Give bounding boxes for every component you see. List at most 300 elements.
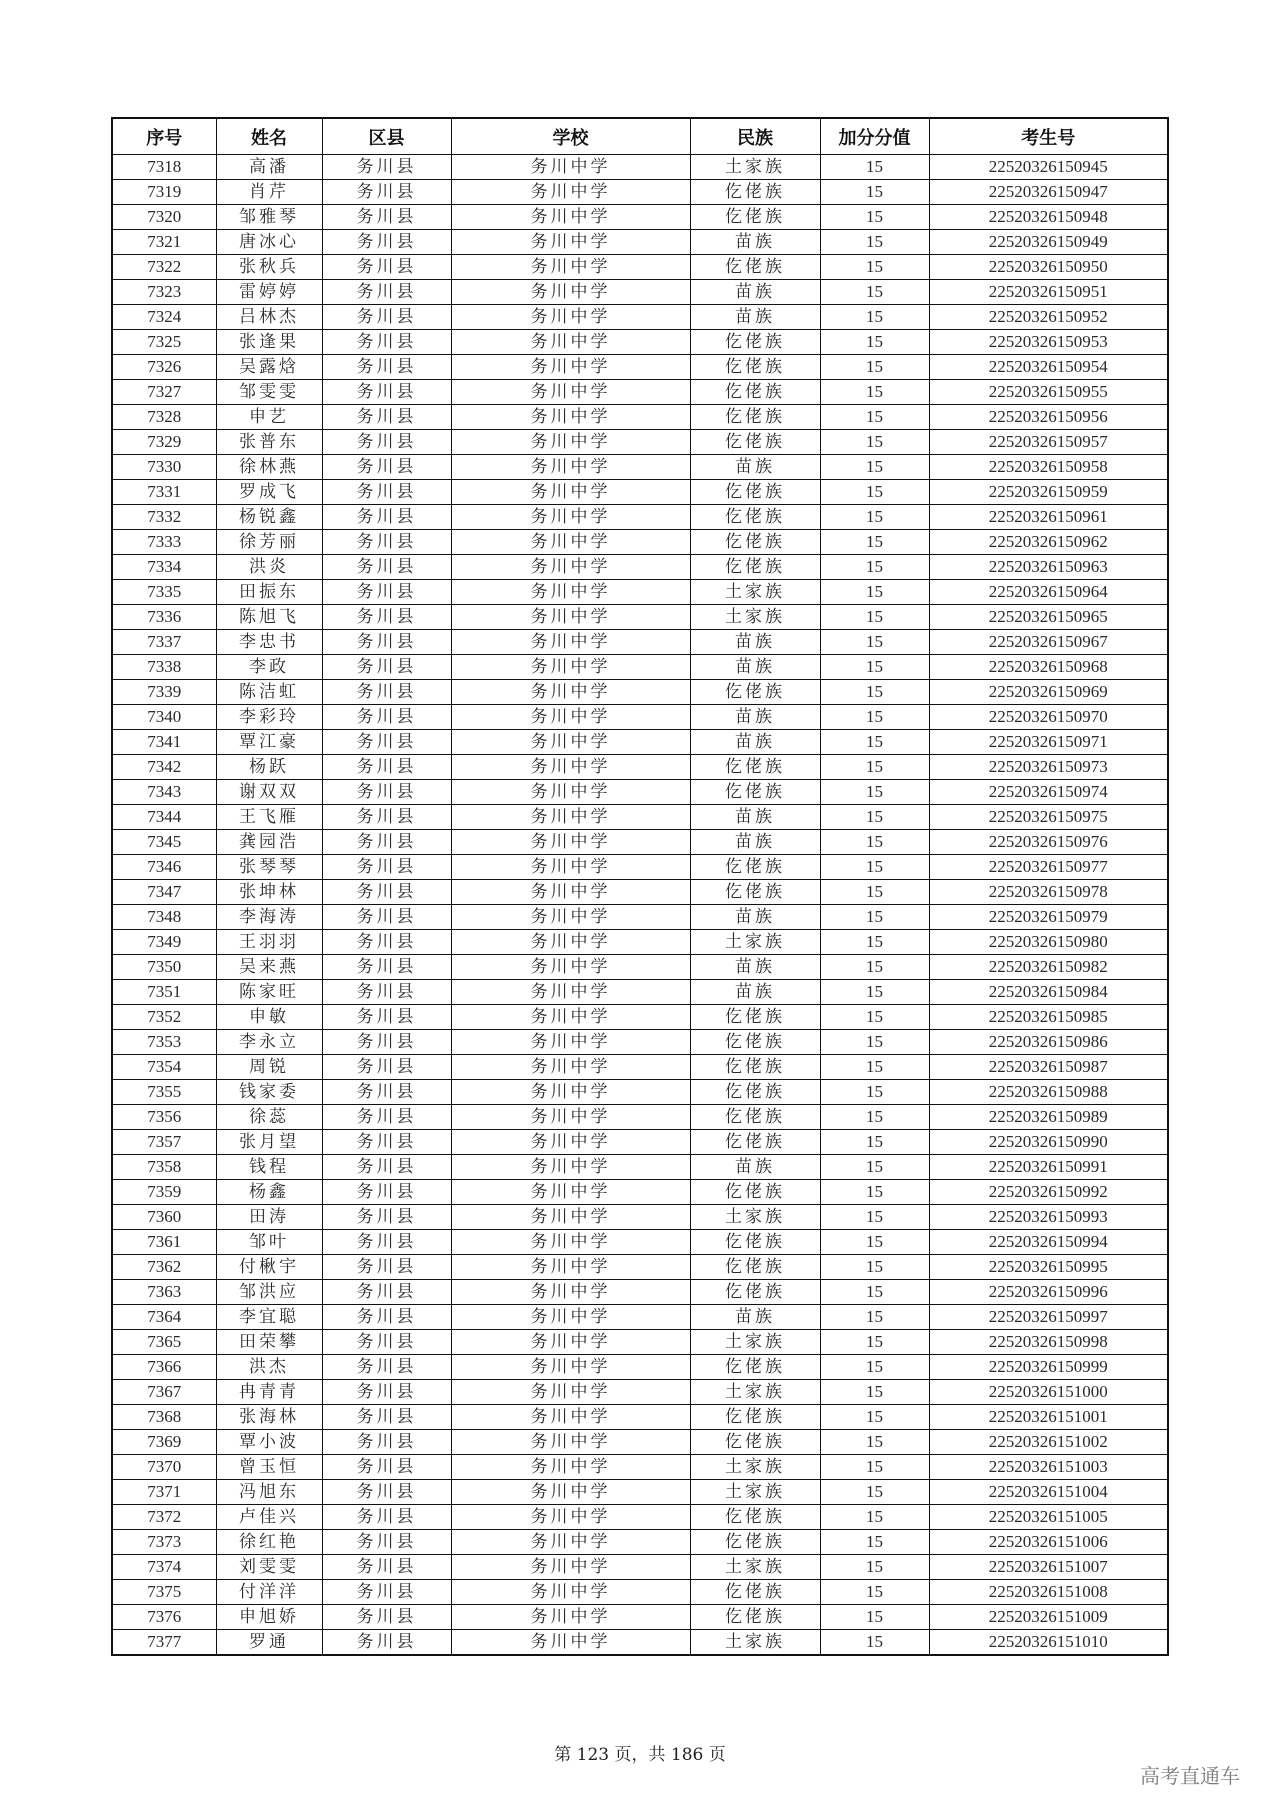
table-body (112, 155, 1168, 1656)
cell-index: 7347 (112, 880, 216, 905)
cell-exam-id: 22520326150969 (929, 680, 1168, 705)
table-row (112, 755, 1168, 780)
cell-ethnicity: 仡佬族 (690, 1605, 820, 1630)
cell-name: 张逢果 (216, 330, 322, 355)
cell-ethnicity: 仡佬族 (690, 780, 820, 805)
table-row (112, 1330, 1168, 1355)
cell-bonus: 15 (820, 1255, 929, 1280)
cell-index: 7370 (112, 1455, 216, 1480)
cell-index: 7352 (112, 1005, 216, 1030)
cell-exam-id: 22520326150982 (929, 955, 1168, 980)
cell-school: 务川中学 (451, 830, 690, 855)
cell-ethnicity: 土家族 (690, 1205, 820, 1230)
cell-bonus: 15 (820, 230, 929, 255)
table-row (112, 705, 1168, 730)
table-row (112, 480, 1168, 505)
cell-index: 7365 (112, 1330, 216, 1355)
cell-name: 肖芹 (216, 180, 322, 205)
cell-name: 雷婷婷 (216, 280, 322, 305)
cell-ethnicity: 仡佬族 (690, 680, 820, 705)
cell-bonus: 15 (820, 855, 929, 880)
cell-index: 7366 (112, 1355, 216, 1380)
table-row (112, 505, 1168, 530)
cell-bonus: 15 (820, 1155, 929, 1180)
cell-exam-id: 22520326150971 (929, 730, 1168, 755)
cell-index: 7326 (112, 355, 216, 380)
cell-school: 务川中学 (451, 280, 690, 305)
table-row (112, 730, 1168, 755)
cell-exam-id: 22520326150994 (929, 1230, 1168, 1255)
cell-ethnicity: 仡佬族 (690, 1055, 820, 1080)
cell-bonus: 15 (820, 830, 929, 855)
table-row (112, 980, 1168, 1005)
cell-bonus: 15 (820, 1430, 929, 1455)
table-row (112, 605, 1168, 630)
table-row (112, 805, 1168, 830)
cell-ethnicity: 土家族 (690, 1555, 820, 1580)
cell-index: 7373 (112, 1530, 216, 1555)
cell-name: 李彩玲 (216, 705, 322, 730)
cell-school: 务川中学 (451, 180, 690, 205)
cell-bonus: 15 (820, 155, 929, 180)
cell-ethnicity: 仡佬族 (690, 880, 820, 905)
cell-ethnicity: 苗族 (690, 705, 820, 730)
table-row (112, 1505, 1168, 1530)
cell-index: 7355 (112, 1080, 216, 1105)
cell-exam-id: 22520326150958 (929, 455, 1168, 480)
table-row (112, 1080, 1168, 1105)
table-row (112, 280, 1168, 305)
cell-exam-id: 22520326150974 (929, 780, 1168, 805)
cell-name: 李永立 (216, 1030, 322, 1055)
cell-name: 曾玉恒 (216, 1455, 322, 1480)
cell-index: 7329 (112, 430, 216, 455)
cell-exam-id: 22520326150968 (929, 655, 1168, 680)
cell-bonus: 15 (820, 955, 929, 980)
cell-school: 务川中学 (451, 1255, 690, 1280)
cell-ethnicity: 仡佬族 (690, 530, 820, 555)
table-row (112, 1255, 1168, 1280)
cell-ethnicity: 仡佬族 (690, 555, 820, 580)
cell-school: 务川中学 (451, 955, 690, 980)
cell-bonus: 15 (820, 1455, 929, 1480)
cell-bonus: 15 (820, 1230, 929, 1255)
cell-school: 务川中学 (451, 1630, 690, 1656)
cell-ethnicity: 苗族 (690, 730, 820, 755)
cell-exam-id: 22520326150980 (929, 930, 1168, 955)
cell-ethnicity: 苗族 (690, 905, 820, 930)
cell-school: 务川中学 (451, 680, 690, 705)
table-row (112, 1305, 1168, 1330)
cell-school: 务川中学 (451, 205, 690, 230)
cell-name: 李忠书 (216, 630, 322, 655)
cell-index: 7337 (112, 630, 216, 655)
table-row (112, 530, 1168, 555)
cell-bonus: 15 (820, 330, 929, 355)
table-row (112, 1380, 1168, 1405)
cell-bonus: 15 (820, 755, 929, 780)
cell-name: 田涛 (216, 1205, 322, 1230)
cell-ethnicity: 苗族 (690, 1305, 820, 1330)
cell-exam-id: 22520326150956 (929, 405, 1168, 430)
cell-county: 务川县 (322, 1505, 451, 1530)
cell-county: 务川县 (322, 855, 451, 880)
cell-name: 吕林杰 (216, 305, 322, 330)
cell-index: 7361 (112, 1230, 216, 1255)
cell-county: 务川县 (322, 1305, 451, 1330)
cell-school: 务川中学 (451, 1305, 690, 1330)
cell-ethnicity: 苗族 (690, 805, 820, 830)
cell-exam-id: 22520326150954 (929, 355, 1168, 380)
cell-index: 7344 (112, 805, 216, 830)
cell-county: 务川县 (322, 955, 451, 980)
cell-name: 李海涛 (216, 905, 322, 930)
header-school: 学校 (451, 118, 690, 155)
cell-school: 务川中学 (451, 1230, 690, 1255)
table-row (112, 230, 1168, 255)
cell-school: 务川中学 (451, 780, 690, 805)
cell-exam-id: 22520326151007 (929, 1555, 1168, 1580)
cell-county: 务川县 (322, 1055, 451, 1080)
cell-school: 务川中学 (451, 1505, 690, 1530)
cell-county: 务川县 (322, 180, 451, 205)
cell-county: 务川县 (322, 1605, 451, 1630)
table-row (112, 1105, 1168, 1130)
cell-index: 7335 (112, 580, 216, 605)
cell-county: 务川县 (322, 930, 451, 955)
cell-index: 7357 (112, 1130, 216, 1155)
cell-ethnicity: 苗族 (690, 630, 820, 655)
cell-bonus: 15 (820, 1305, 929, 1330)
cell-ethnicity: 苗族 (690, 305, 820, 330)
cell-bonus: 15 (820, 630, 929, 655)
cell-school: 务川中学 (451, 430, 690, 455)
cell-name: 杨锐鑫 (216, 505, 322, 530)
table-row (112, 1130, 1168, 1155)
cell-exam-id: 22520326150964 (929, 580, 1168, 605)
cell-name: 洪炎 (216, 555, 322, 580)
cell-exam-id: 22520326150957 (929, 430, 1168, 455)
cell-county: 务川县 (322, 530, 451, 555)
cell-bonus: 15 (820, 530, 929, 555)
cell-index: 7330 (112, 455, 216, 480)
cell-exam-id: 22520326150948 (929, 205, 1168, 230)
cell-ethnicity: 土家族 (690, 930, 820, 955)
cell-name: 吴来燕 (216, 955, 322, 980)
table-row (112, 955, 1168, 980)
cell-ethnicity: 土家族 (690, 1380, 820, 1405)
header-bonus-points: 加分分值 (820, 118, 929, 155)
cell-index: 7353 (112, 1030, 216, 1055)
cell-ethnicity: 土家族 (690, 605, 820, 630)
cell-name: 张月望 (216, 1130, 322, 1155)
cell-ethnicity: 苗族 (690, 230, 820, 255)
cell-exam-id: 22520326150984 (929, 980, 1168, 1005)
cell-county: 务川县 (322, 1080, 451, 1105)
table-row (112, 1480, 1168, 1505)
cell-school: 务川中学 (451, 1205, 690, 1230)
cell-ethnicity: 仡佬族 (690, 1355, 820, 1380)
table-row (112, 655, 1168, 680)
cell-bonus: 15 (820, 1355, 929, 1380)
cell-bonus: 15 (820, 455, 929, 480)
table-row (112, 305, 1168, 330)
cell-name: 陈洁虹 (216, 680, 322, 705)
cell-index: 7369 (112, 1430, 216, 1455)
cell-ethnicity: 苗族 (690, 980, 820, 1005)
cell-exam-id: 22520326150986 (929, 1030, 1168, 1055)
cell-index: 7339 (112, 680, 216, 705)
cell-name: 付洋洋 (216, 1580, 322, 1605)
cell-school: 务川中学 (451, 1280, 690, 1305)
cell-index: 7360 (112, 1205, 216, 1230)
header-ethnicity: 民族 (690, 118, 820, 155)
watermark-logo-text: 高考直通车 (1140, 1764, 1240, 1788)
cell-index: 7354 (112, 1055, 216, 1080)
cell-ethnicity: 仡佬族 (690, 1080, 820, 1105)
cell-school: 务川中学 (451, 1380, 690, 1405)
cell-name: 谢双双 (216, 780, 322, 805)
cell-bonus: 15 (820, 205, 929, 230)
cell-bonus: 15 (820, 1180, 929, 1205)
cell-school: 务川中学 (451, 705, 690, 730)
cell-ethnicity: 仡佬族 (690, 1580, 820, 1605)
cell-bonus: 15 (820, 505, 929, 530)
cell-county: 务川县 (322, 1180, 451, 1205)
cell-ethnicity: 仡佬族 (690, 1405, 820, 1430)
cell-bonus: 15 (820, 880, 929, 905)
cell-school: 务川中学 (451, 1555, 690, 1580)
cell-county: 务川县 (322, 580, 451, 605)
cell-county: 务川县 (322, 830, 451, 855)
cell-county: 务川县 (322, 230, 451, 255)
cell-exam-id: 22520326150952 (929, 305, 1168, 330)
cell-bonus: 15 (820, 255, 929, 280)
cell-ethnicity: 土家族 (690, 1480, 820, 1505)
cell-bonus: 15 (820, 605, 929, 630)
cell-index: 7322 (112, 255, 216, 280)
cell-county: 务川县 (322, 980, 451, 1005)
table-row (112, 255, 1168, 280)
table-row (112, 580, 1168, 605)
table-row (112, 1230, 1168, 1255)
cell-exam-id: 22520326150953 (929, 330, 1168, 355)
table-row (112, 1205, 1168, 1230)
cell-exam-id: 22520326150998 (929, 1330, 1168, 1355)
cell-bonus: 15 (820, 1030, 929, 1055)
cell-school: 务川中学 (451, 505, 690, 530)
cell-exam-id: 22520326151004 (929, 1480, 1168, 1505)
cell-county: 务川县 (322, 555, 451, 580)
cell-exam-id: 22520326151010 (929, 1630, 1168, 1656)
cell-school: 务川中学 (451, 255, 690, 280)
cell-school: 务川中学 (451, 1355, 690, 1380)
cell-school: 务川中学 (451, 230, 690, 255)
cell-ethnicity: 仡佬族 (690, 205, 820, 230)
cell-ethnicity: 仡佬族 (690, 1030, 820, 1055)
cell-bonus: 15 (820, 1505, 929, 1530)
cell-ethnicity: 苗族 (690, 830, 820, 855)
cell-index: 7374 (112, 1555, 216, 1580)
cell-bonus: 15 (820, 1405, 929, 1430)
cell-school: 务川中学 (451, 655, 690, 680)
cell-bonus: 15 (820, 1630, 929, 1656)
cell-name: 卢佳兴 (216, 1505, 322, 1530)
cell-county: 务川县 (322, 1580, 451, 1605)
cell-index: 7359 (112, 1180, 216, 1205)
cell-ethnicity: 苗族 (690, 1155, 820, 1180)
cell-name: 覃小波 (216, 1430, 322, 1455)
cell-school: 务川中学 (451, 855, 690, 880)
cell-bonus: 15 (820, 1080, 929, 1105)
table-header-row (112, 118, 1168, 155)
cell-county: 务川县 (322, 1380, 451, 1405)
cell-exam-id: 22520326150993 (929, 1205, 1168, 1230)
cell-index: 7345 (112, 830, 216, 855)
cell-bonus: 15 (820, 1530, 929, 1555)
cell-county: 务川县 (322, 905, 451, 930)
cell-school: 务川中学 (451, 1155, 690, 1180)
cell-ethnicity: 仡佬族 (690, 1180, 820, 1205)
cell-index: 7341 (112, 730, 216, 755)
cell-exam-id: 22520326150973 (929, 755, 1168, 780)
cell-exam-id: 22520326150999 (929, 1355, 1168, 1380)
cell-county: 务川县 (322, 405, 451, 430)
cell-index: 7334 (112, 555, 216, 580)
cell-name: 李政 (216, 655, 322, 680)
header-exam-id: 考生号 (929, 118, 1168, 155)
cell-index: 7358 (112, 1155, 216, 1180)
table-row (112, 905, 1168, 930)
table-row (112, 1630, 1168, 1656)
cell-ethnicity: 土家族 (690, 1330, 820, 1355)
cell-bonus: 15 (820, 1280, 929, 1305)
cell-index: 7363 (112, 1280, 216, 1305)
cell-school: 务川中学 (451, 1480, 690, 1505)
cell-bonus: 15 (820, 430, 929, 455)
cell-exam-id: 22520326150959 (929, 480, 1168, 505)
cell-name: 周锐 (216, 1055, 322, 1080)
cell-ethnicity: 仡佬族 (690, 380, 820, 405)
cell-bonus: 15 (820, 805, 929, 830)
cell-county: 务川县 (322, 1455, 451, 1480)
cell-name: 吴露焓 (216, 355, 322, 380)
table-row (112, 1355, 1168, 1380)
cell-index: 7338 (112, 655, 216, 680)
table-row (112, 1280, 1168, 1305)
cell-exam-id: 22520326151002 (929, 1430, 1168, 1455)
cell-county: 务川县 (322, 1255, 451, 1280)
cell-school: 务川中学 (451, 730, 690, 755)
cell-school: 务川中学 (451, 330, 690, 355)
cell-bonus: 15 (820, 655, 929, 680)
cell-name: 洪杰 (216, 1355, 322, 1380)
cell-county: 务川县 (322, 305, 451, 330)
cell-county: 务川县 (322, 1230, 451, 1255)
cell-ethnicity: 仡佬族 (690, 480, 820, 505)
cell-county: 务川县 (322, 1430, 451, 1455)
cell-school: 务川中学 (451, 530, 690, 555)
cell-school: 务川中学 (451, 1430, 690, 1455)
cell-bonus: 15 (820, 480, 929, 505)
cell-county: 务川县 (322, 380, 451, 405)
cell-exam-id: 22520326150977 (929, 855, 1168, 880)
cell-school: 务川中学 (451, 1455, 690, 1480)
cell-ethnicity: 仡佬族 (690, 1280, 820, 1305)
cell-bonus: 15 (820, 1380, 929, 1405)
cell-bonus: 15 (820, 355, 929, 380)
cell-exam-id: 22520326150975 (929, 805, 1168, 830)
cell-school: 务川中学 (451, 1130, 690, 1155)
cell-school: 务川中学 (451, 1330, 690, 1355)
cell-school: 务川中学 (451, 605, 690, 630)
cell-index: 7348 (112, 905, 216, 930)
cell-name: 田振东 (216, 580, 322, 605)
table-row (112, 1405, 1168, 1430)
cell-exam-id: 22520326150963 (929, 555, 1168, 580)
cell-name: 覃江豪 (216, 730, 322, 755)
cell-county: 务川县 (322, 705, 451, 730)
cell-ethnicity: 仡佬族 (690, 430, 820, 455)
bonus-points-roster-table (111, 117, 1169, 1656)
cell-school: 务川中学 (451, 1105, 690, 1130)
cell-county: 务川县 (322, 1555, 451, 1580)
cell-exam-id: 22520326150962 (929, 530, 1168, 555)
cell-school: 务川中学 (451, 1080, 690, 1105)
cell-ethnicity: 土家族 (690, 580, 820, 605)
cell-school: 务川中学 (451, 580, 690, 605)
cell-index: 7327 (112, 380, 216, 405)
cell-county: 务川县 (322, 1480, 451, 1505)
cell-name: 钱家委 (216, 1080, 322, 1105)
cell-school: 务川中学 (451, 380, 690, 405)
cell-bonus: 15 (820, 1330, 929, 1355)
cell-county: 务川县 (322, 205, 451, 230)
cell-exam-id: 22520326150970 (929, 705, 1168, 730)
cell-ethnicity: 仡佬族 (690, 1505, 820, 1530)
cell-ethnicity: 仡佬族 (690, 1105, 820, 1130)
cell-county: 务川县 (322, 630, 451, 655)
cell-exam-id: 22520326150989 (929, 1105, 1168, 1130)
cell-name: 徐芳丽 (216, 530, 322, 555)
cell-name: 王羽羽 (216, 930, 322, 955)
cell-county: 务川县 (322, 755, 451, 780)
cell-bonus: 15 (820, 1555, 929, 1580)
cell-bonus: 15 (820, 405, 929, 430)
table-row (112, 1030, 1168, 1055)
cell-index: 7324 (112, 305, 216, 330)
cell-name: 邹叶 (216, 1230, 322, 1255)
cell-index: 7371 (112, 1480, 216, 1505)
table-row (112, 155, 1168, 180)
table-row (112, 830, 1168, 855)
table-row (112, 405, 1168, 430)
table-row (112, 1430, 1168, 1455)
cell-exam-id: 22520326151001 (929, 1405, 1168, 1430)
cell-name: 李宜聪 (216, 1305, 322, 1330)
cell-index: 7328 (112, 405, 216, 430)
cell-exam-id: 22520326150988 (929, 1080, 1168, 1105)
cell-school: 务川中学 (451, 980, 690, 1005)
cell-name: 罗通 (216, 1630, 322, 1656)
cell-bonus: 15 (820, 1055, 929, 1080)
cell-bonus: 15 (820, 780, 929, 805)
cell-school: 务川中学 (451, 355, 690, 380)
cell-bonus: 15 (820, 980, 929, 1005)
cell-name: 陈旭飞 (216, 605, 322, 630)
cell-name: 冯旭东 (216, 1480, 322, 1505)
cell-county: 务川县 (322, 480, 451, 505)
